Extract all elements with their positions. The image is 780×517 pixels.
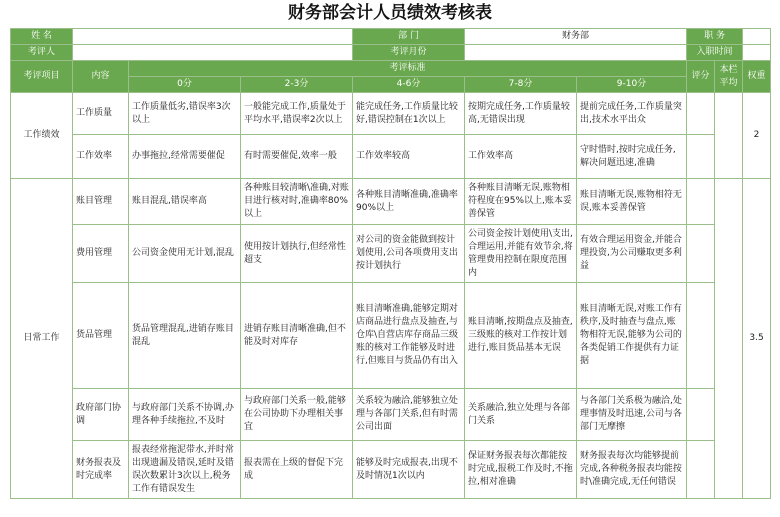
header-item: 考评项目 [11, 61, 73, 93]
dept-field[interactable]: 财务部 [465, 29, 687, 45]
info-row-1 [11, 29, 771, 45]
header-column-avg: 本栏平均 [715, 61, 743, 93]
row-content: 政府部门协调 [73, 389, 129, 441]
table-row [11, 179, 771, 225]
weight-cell: 3.5 [743, 179, 771, 499]
header-content: 内容 [73, 61, 129, 93]
criteria-cell: 报表需在上级的督促下完成 [241, 441, 353, 499]
criteria-cell: 与各部门关系极为融洽,处理事情及时迅速,公司与各部门无摩擦 [577, 389, 687, 441]
row-content: 货品管理 [73, 283, 129, 389]
criteria-cell: 各种账目清晰准确,准确率90%以上 [353, 179, 465, 225]
month-field[interactable] [465, 45, 687, 61]
criteria-cell: 提前完成任务,工作质量突出,技术水平出众 [577, 93, 687, 135]
month-label: 考评月份 [353, 45, 465, 61]
column-avg-cell [715, 179, 743, 499]
join-date-label: 入职时间 [687, 45, 743, 61]
level-0: 0分 [129, 77, 241, 93]
criteria-cell: 按期完成任务,工作质量较高,无错误出现 [465, 93, 577, 135]
criteria-cell: 与政府部门关系一般,能够在公司协助下办理相关事宜 [241, 389, 353, 441]
group-name: 工作绩效 [11, 93, 73, 179]
criteria-cell: 工作效率高 [465, 135, 577, 179]
weight-cell: 2 [743, 93, 771, 179]
position-label: 职 务 [687, 29, 743, 45]
score-cell[interactable] [687, 389, 715, 441]
criteria-cell: 对公司的资金能做到按计划使用,公司各项费用支出按计划执行 [353, 225, 465, 283]
dept-label: 部 门 [353, 29, 465, 45]
score-cell[interactable] [687, 441, 715, 499]
criteria-cell: 各种账目较清晰\准确,对账目进行核对时,准确率80%以上 [241, 179, 353, 225]
table-row [11, 135, 771, 179]
criteria-cell: 办事拖拉,经常需要催促 [129, 135, 241, 179]
criteria-cell: 账目清晰准确,能够定期对店商品进行盘点及抽查,与仓库\自营店库存商品三级账的核对工作能够及时进行,但账目与货品仍有出入 [353, 283, 465, 389]
join-date-field[interactable] [743, 45, 771, 61]
header-weight: 权重 [743, 61, 771, 93]
criteria-cell: 关系融洽,独立处理与各部门关系 [465, 389, 577, 441]
criteria-cell: 关系较为融洽,能够独立处理与各部门关系,但有时需公司出面 [353, 389, 465, 441]
row-content: 账目管理 [73, 179, 129, 225]
table-row [11, 93, 771, 135]
level-2: 4-6分 [353, 77, 465, 93]
appraisal-table [10, 28, 771, 499]
table-row [11, 441, 771, 499]
criteria-cell: 使用按计划执行,但经常性超支 [241, 225, 353, 283]
group-name: 日常工作 [11, 179, 73, 499]
criteria-cell: 账目混乱,错误率高 [129, 179, 241, 225]
criteria-cell: 能完成任务,工作质量比较好,错误控制在1次以上 [353, 93, 465, 135]
criteria-cell: 保证财务报表每次都能按时完成,报税工作及时,不拖拉,相对准确 [465, 441, 577, 499]
criteria-cell: 工作效率较高 [353, 135, 465, 179]
criteria-cell: 进销存账目清晰准确,但不能及时对库存 [241, 283, 353, 389]
criteria-cell: 一般能完成工作,质量处于平均水平,错误率2次以上 [241, 93, 353, 135]
table-row [11, 225, 771, 283]
criteria-cell: 各种账目清晰无误,账物相符程度在95%以上,账本妥善保管 [465, 179, 577, 225]
row-content: 工作效率 [73, 135, 129, 179]
criteria-cell: 守时惜时,按时完成任务,解决问题迅速,准确 [577, 135, 687, 179]
level-1: 2-3分 [241, 77, 353, 93]
criteria-cell: 账目清晰,按期盘点及抽查,三级账的核对工作按计划进行,账目货品基本无误 [465, 283, 577, 389]
criteria-cell: 与政府部门关系不协调,办理各种手续拖拉,不及时 [129, 389, 241, 441]
criteria-cell: 财务报表每次均能够提前完成,各种税务报表均能按时\准确完成,无任何错误 [577, 441, 687, 499]
score-cell[interactable] [687, 283, 715, 389]
position-field[interactable] [743, 29, 771, 45]
criteria-cell: 公司资金按计划使用\支出,合理运用,并能有效节余,将管理费用控制在限度范围内 [465, 225, 577, 283]
info-row-2 [11, 45, 771, 61]
criteria-cell: 账目清晰无误,对账工作有秩序,及时抽查与盘点,账物相符无误,能够为公司的各类促销工作提供有力证据 [577, 283, 687, 389]
reviewer-field[interactable] [73, 45, 353, 61]
criteria-cell: 公司资金使用无计划,混乱 [129, 225, 241, 283]
criteria-cell: 报表经常拖泥带水,并时常出现遗漏及错误,延时及错误次数累计3次以上,税务工作有错误发生 [129, 441, 241, 499]
criteria-cell: 能够及时完成报表,出现不及时情况1次以内 [353, 441, 465, 499]
criteria-cell: 有效合理运用资金,并能合理投资,为公司赚取更多利益 [577, 225, 687, 283]
score-cell[interactable] [687, 225, 715, 283]
header-score: 评分 [687, 61, 715, 93]
table-row [11, 389, 771, 441]
criteria-cell: 货品管理混乱,进销存账目混乱 [129, 283, 241, 389]
level-3: 7-8分 [465, 77, 577, 93]
header-standard: 考评标准 [129, 61, 687, 77]
row-content: 工作质量 [73, 93, 129, 135]
name-label: 姓 名 [11, 29, 73, 45]
row-content: 财务报表及时完成率 [73, 441, 129, 499]
column-avg-cell [715, 93, 743, 179]
table-row [11, 283, 771, 389]
level-4: 9-10分 [577, 77, 687, 93]
header-row-1 [11, 61, 771, 77]
score-cell[interactable] [687, 93, 715, 135]
name-field[interactable] [73, 29, 353, 45]
criteria-cell: 有时需要催促,效率一般 [241, 135, 353, 179]
row-content: 费用管理 [73, 225, 129, 283]
page-title: 财务部会计人员绩效考核表 [288, 3, 492, 23]
reviewer-label: 考评人 [11, 45, 73, 61]
score-cell[interactable] [687, 135, 715, 179]
score-cell[interactable] [687, 179, 715, 225]
criteria-cell: 工作质量低劣,错误率3次以上 [129, 93, 241, 135]
criteria-cell: 账目清晰无误,账物相符无误,账本妥善保管 [577, 179, 687, 225]
